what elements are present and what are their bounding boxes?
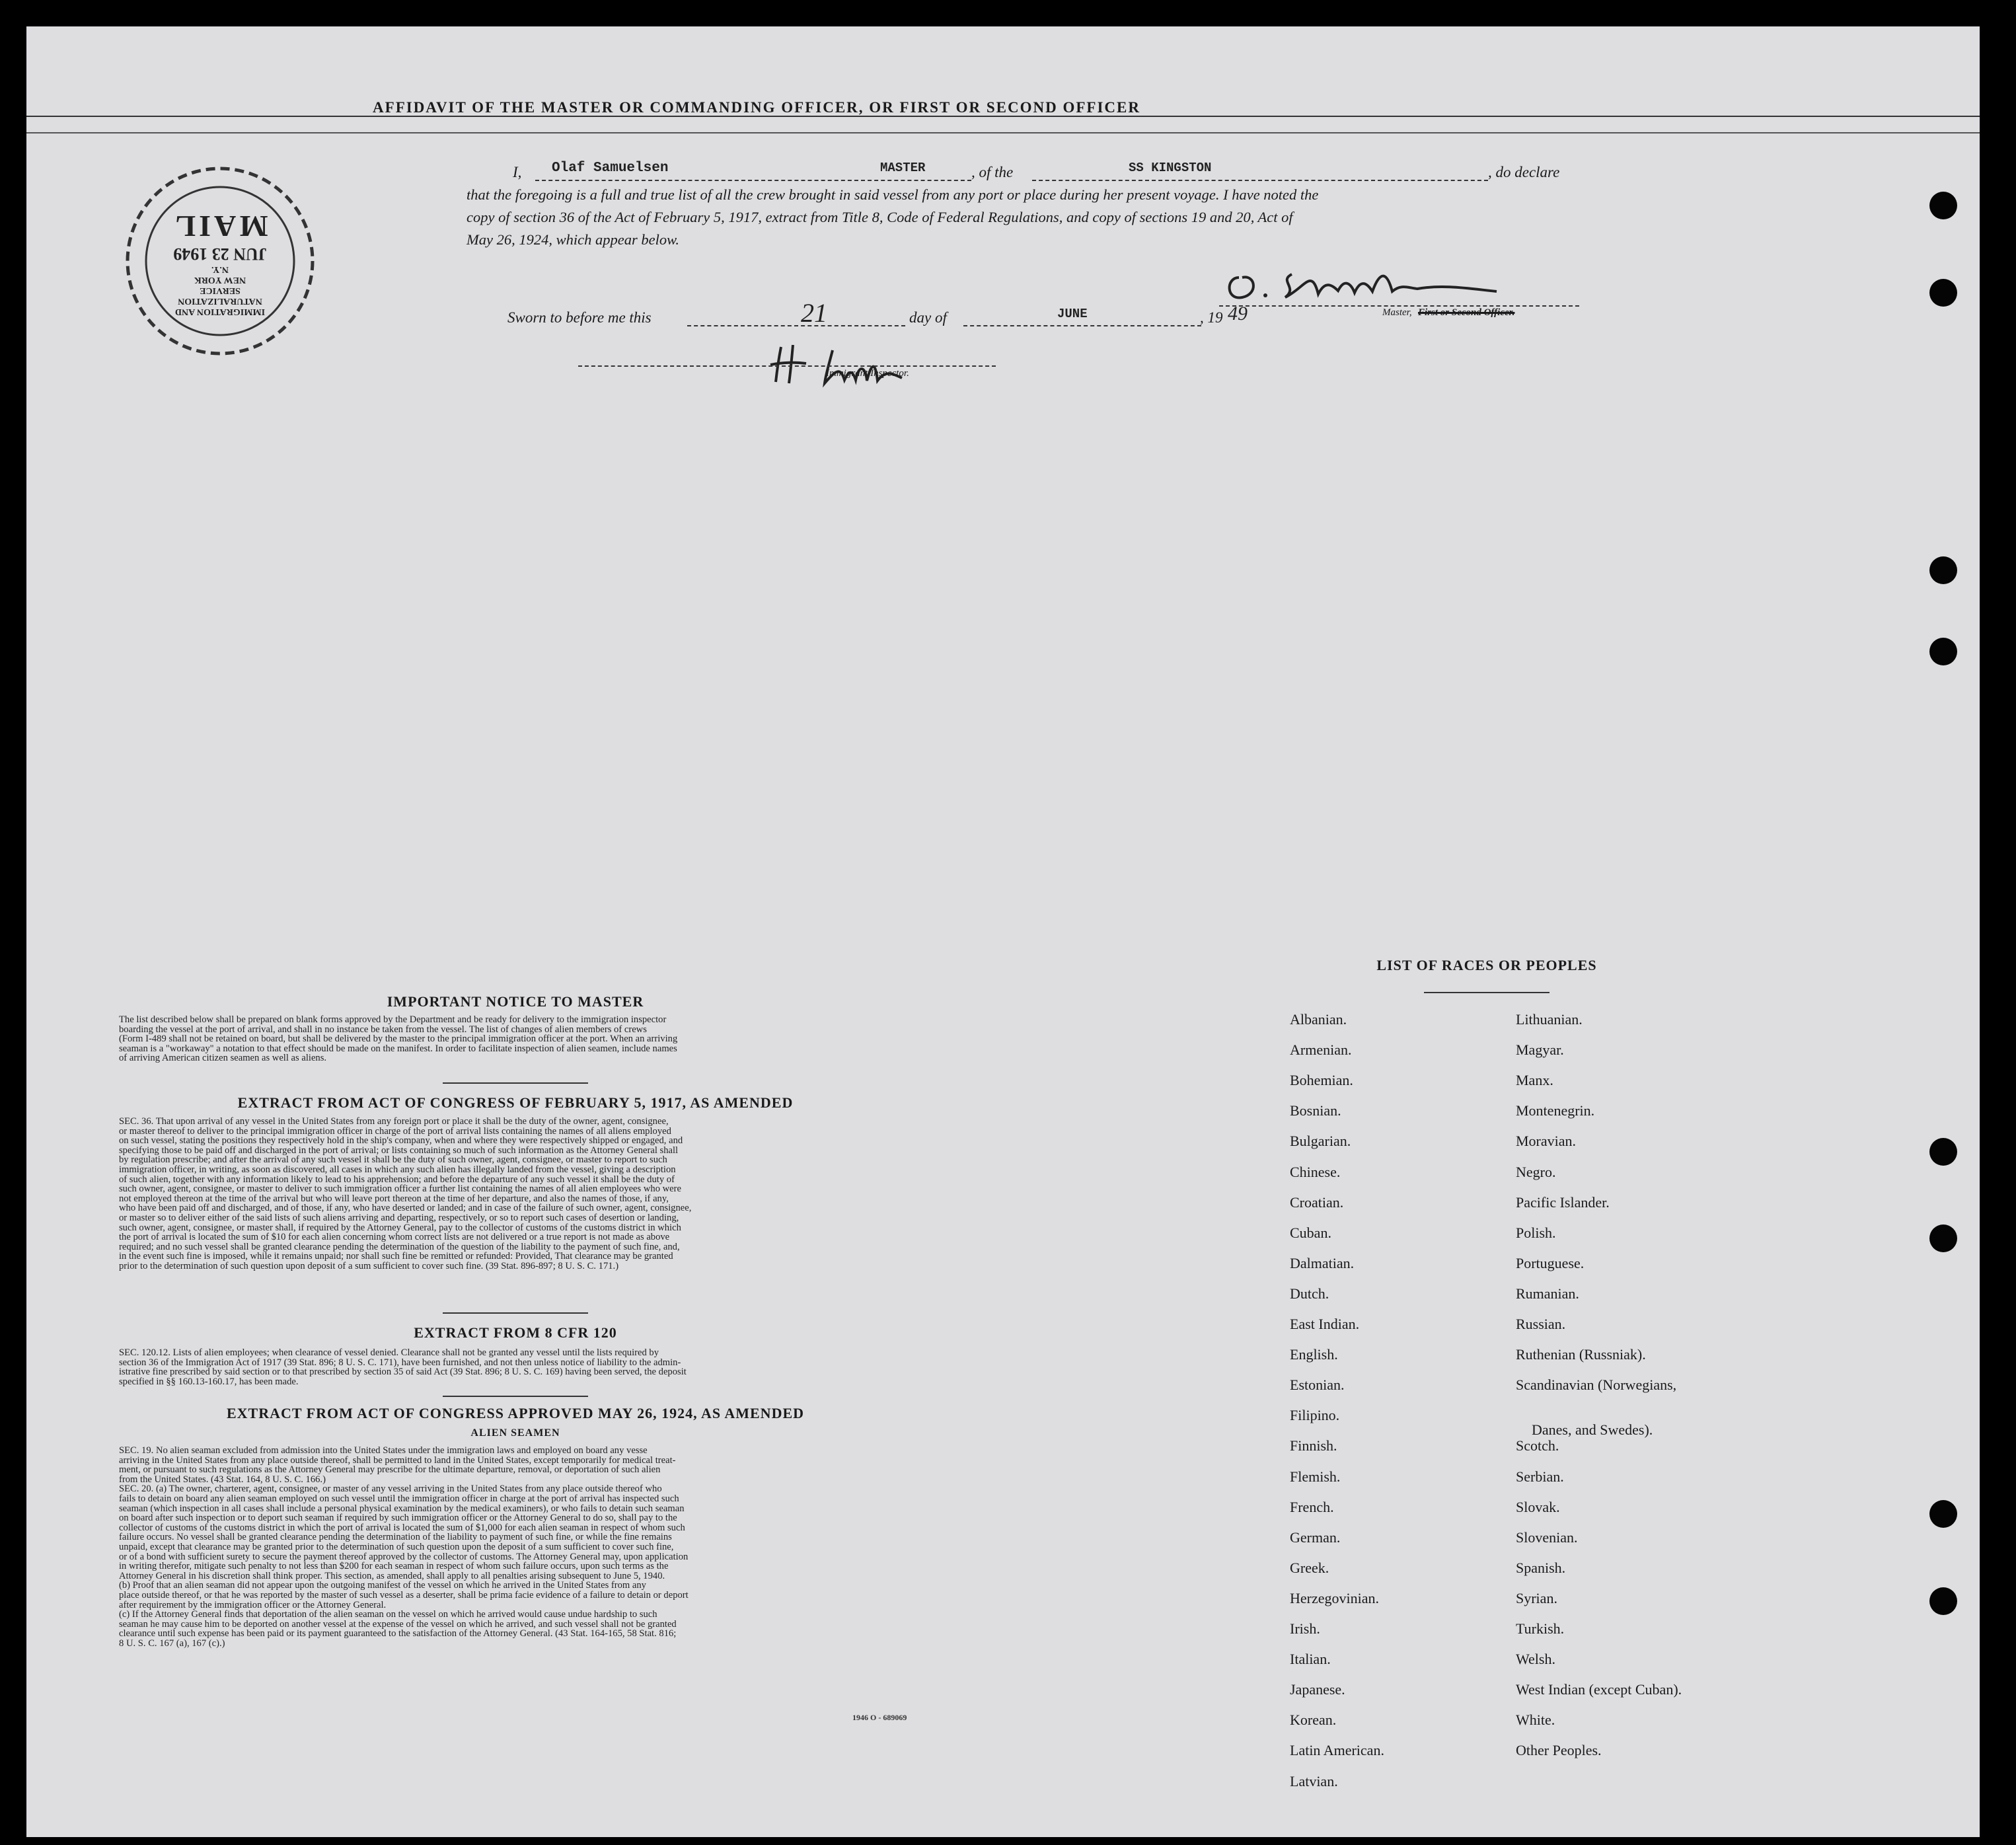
race-item: Latin American. xyxy=(1290,1742,1384,1758)
day-of-label: day of xyxy=(909,309,947,326)
race-item: Turkish. xyxy=(1516,1620,1565,1637)
sworn-year: 49 xyxy=(1228,303,1248,324)
notice-text: The list described below shall be prepared on blank forms approved by the Department and be ready for delivery to the immigration inspector boarding the vessel at the port of arrival, and shall in no instance be taken from the vessel. The list of changes of alien members of crews (Form I-489 shall not be retained on board, but shall be delivered by the master to the principal immigration officer at the port. When an arriving seaman is a "workaway" a notation to that effect should be made on the manifest. In order to facilitate inspection of alien seamen, include names of arriving American citizen seamen as well as aliens. xyxy=(119,1014,678,1064)
race-item: Lithuanian. xyxy=(1516,1011,1583,1028)
master-rank: MASTER xyxy=(880,161,926,175)
race-item: Chinese. xyxy=(1290,1164,1341,1180)
master-signature xyxy=(1219,248,1523,314)
punch-hole xyxy=(1929,279,1957,307)
document-page xyxy=(26,26,1980,1837)
race-item: Bosnian. xyxy=(1290,1102,1341,1119)
master-name: Olaf Samuelsen xyxy=(552,161,669,176)
race-item: Bohemian. xyxy=(1290,1072,1353,1088)
race-item: Pacific Islander. xyxy=(1516,1194,1610,1211)
race-item: French. xyxy=(1290,1499,1334,1515)
race-item: Slovenian. xyxy=(1516,1529,1578,1546)
race-item: Albanian. xyxy=(1290,1011,1347,1028)
race-item: Manx. xyxy=(1516,1072,1553,1088)
struck-caption: First or Second Officer. xyxy=(1418,307,1515,318)
affidavit-i-label: I, xyxy=(513,164,522,180)
race-item: Croatian. xyxy=(1290,1194,1344,1211)
extract-1917-title: EXTRACT FROM ACT OF CONGRESS OF FEBRUARY 5, 1917, AS AMENDED xyxy=(237,1094,794,1111)
race-item: Bulgarian. xyxy=(1290,1133,1351,1149)
race-item: Herzegovinian. xyxy=(1290,1590,1379,1606)
races-title: LIST OF RACES OR PEOPLES xyxy=(1376,957,1597,973)
race-item: Scotch. xyxy=(1516,1437,1559,1454)
race-item: Italian. xyxy=(1290,1651,1331,1667)
race-item: Ruthenian (Russniak). xyxy=(1516,1346,1646,1363)
punch-hole xyxy=(1929,1224,1957,1252)
race-item: Latvian. xyxy=(1290,1773,1338,1789)
race-item: Montenegrin. xyxy=(1516,1102,1595,1119)
extract-1917-rule xyxy=(443,1312,588,1314)
sworn-day: 21 xyxy=(801,298,827,328)
race-item: English. xyxy=(1290,1346,1338,1363)
master-caption: Master, xyxy=(1382,307,1412,318)
sworn-month: JUNE xyxy=(1057,307,1088,321)
race-item: Rumanian. xyxy=(1516,1285,1579,1302)
punch-hole xyxy=(1929,192,1957,219)
extract-1924-title: EXTRACT FROM ACT OF CONGRESS APPROVED MAY 26, 1924, AS AMENDED xyxy=(226,1405,805,1421)
inspector-line xyxy=(578,365,996,367)
month-blank xyxy=(963,325,1201,326)
race-item: Polish. xyxy=(1516,1224,1556,1241)
race-item: East Indian. xyxy=(1290,1316,1360,1332)
inspector-caption: Immigrant Inspector. xyxy=(826,368,909,379)
extract-1924-subtitle: ALIEN SEAMEN xyxy=(470,1427,560,1439)
day-blank xyxy=(687,325,905,326)
stamp-line3: IMMIGRATION AND xyxy=(174,307,266,317)
stamp-line5: SERVICE xyxy=(200,285,241,295)
race-item: Estonian. xyxy=(1290,1376,1345,1393)
name-blank xyxy=(535,180,971,181)
race-item: Syrian. xyxy=(1516,1590,1557,1606)
notice-rule xyxy=(443,1082,588,1084)
race-item: Dutch. xyxy=(1290,1285,1329,1302)
race-item: Moravian. xyxy=(1516,1133,1577,1149)
race-item: Spanish. xyxy=(1516,1560,1566,1576)
punch-hole xyxy=(1929,1500,1957,1528)
race-item: White. xyxy=(1516,1712,1555,1728)
sworn-label: Sworn to before me this xyxy=(507,309,652,326)
affidavit-title: AFFIDAVIT OF THE MASTER OR COMMANDING OFFICER, OR FIRST OR SECOND OFFICER xyxy=(373,99,1140,116)
extract-cfr-rule xyxy=(443,1396,588,1397)
race-item: Flemish. xyxy=(1290,1468,1341,1485)
race-item: Japanese. xyxy=(1290,1681,1345,1698)
race-item: Welsh. xyxy=(1516,1651,1555,1667)
stamp-line4: NATURALIZATION xyxy=(178,296,262,306)
affidavit-body-3: May 26, 1924, which appear below. xyxy=(467,231,680,248)
vessel-name: SS KINGSTON xyxy=(1129,161,1212,175)
extract-1924-text: SEC. 19. No alien seaman excluded from admission into the United States under the immigration laws and employed on board any vesse arriving in the United States from any place outside thereof, shall be permitted to land in the United States, except temporarily for medical treat- ment, or pursuant to such regulations as the Attorney General may prescribe for the ultimate departure, removal, or deportation of such alien from the United States. (43 Stat. 164, 8 U. S. C. 166.) SEC. 20. (a) The owner, charterer, agent, consignee, or master of any vessel arriving in the United States from any place outside thereof who fails to detain on board any alien seaman employed on such vessel until the immigration officer in charge at the port of arrival has inspected such seaman (which inspection in all cases shall include a personal physical examination by the medical examiners), or who fails to detain such seaman on board after such inspection or to deport such seaman if required by such immigration officer or the Attorney General to do so, shall pay to the collector of customs of the customs district in which the port of arrival is located the sum of $1,000 for each alien seaman in respect of whom such failure occurs. No vessel shall be granted clearance pending the determination of the liability to payment of such fine, or while the fine remains unpaid, except that clearance may be granted prior to the determination of such question upon the deposit of a sum sufficient to cover such fine, or of a bond with sufficient surety to secure the payment thereof approved by the collector of customs. The Attorney General may, upon application in writing therefor, mitigate such penalty to not less than $200 for each seaman in respect of whom such failure occurs, upon such terms as the Attorney General in his discretion shall think proper. This section, as amended, shall apply to all penalties arising subsequent to June 5, 1940. (b) Proof that an alien seaman did not appear upon the outgoing manifest of the vessel on which he arrived in the United States from any place outside thereof, or that he was reported by the master of such vessel as a deserter, shall be prima facie evidence of a failure to detain or deport after requirement by the immigration officer or the Attorney General. (c) If the Attorney General finds that deportation of the alien seaman on the vessel on which he arrived would cause undue hardship to such seaman he may cause him to be deported on another vessel at the expense of the vessel on which he arrived, and such vessel shall not be granted clearance until such expense has been paid or its payment guaranteed to the satisfaction of the Attorney General. (43 Stat. 164-165, 58 Stat. 816; 8 U. S. C. 167 (a), 167 (c).) xyxy=(119,1445,689,1649)
extract-1917-text: SEC. 36. That upon arrival of any vessel in the United States from any foreign port or place it shall be the duty of the owner, agent, consignee, or master thereof to deliver to the principal immigration officer in charge of the port of arrival lists containing the names of all aliens employed on such vessel, stating the positions they respectively hold in the ship's company, when and where they were respectively shipped or engaged, and specifying those to be paid off and discharged in the port of arrival; or lists containing so much of such information as the Attorney General shall by regulation prescribe; and after the arrival of any such vessel it shall be the duty of such owner, agent, consignee, or master to report to such immigration officer, in writing, as soon as discovered, all cases in which any such alien has illegally landed from the vessel, giving a description of such alien, together with any information likely to lead to his apprehension; and before the departure of any such vessel it shall be the duty of such owner, agent, consignee, or master to deliver to such immigration officer a further list containing the names of all alien employees who were not employed thereon at the time of the arrival but who will leave port thereon at the time of her departure, and also the names of those, if any, who have been paid off and discharged, and of those, if any, who have deserted or landed; and in case of the failure of such owner, agent, consignee, or master so to deliver either of the said lists of such aliens arriving and departing, respectively, or so to report such cases of desertion or landing, such owner, agent, consignee, or master shall, if required by the Attorney General, pay to the collector of customs of the customs district in which the port of arrival is located the sum of $10 for each alien concerning whom correct lists are not delivered or a true report is not made as above required; and no such vessel shall be granted clearance pending the determination of the question of the liability to the payment of such fine, and, in the event such fine is imposed, while it remains unpaid; nor shall such fine be remitted or refunded: Provided, That clearance may be granted prior to the determination of such question upon deposit of a sum sufficient to cover such fine. (39 Stat. 896-897; 8 U. S. C. 171.) xyxy=(119,1116,692,1271)
race-item: West Indian (except Cuban). xyxy=(1516,1681,1682,1698)
race-item: Scandinavian (Norwegians, xyxy=(1516,1376,1677,1393)
race-item: Dalmatian. xyxy=(1290,1255,1355,1271)
stamp-line6: NEW YORK xyxy=(194,275,246,285)
race-item: Korean. xyxy=(1290,1712,1337,1728)
stamp-date: JUN 23 1949 xyxy=(173,245,267,264)
mail-stamp xyxy=(121,162,319,360)
race-item: German. xyxy=(1290,1529,1341,1546)
punch-hole xyxy=(1929,638,1957,665)
extract-cfr-title: EXTRACT FROM 8 CFR 120 xyxy=(414,1324,617,1341)
stamp-mail: MAIL xyxy=(172,209,268,243)
inspector-signature xyxy=(766,337,978,390)
race-item: Portuguese. xyxy=(1516,1255,1585,1271)
top-rule-2 xyxy=(26,132,1980,133)
extract-cfr-text: SEC. 120.12. Lists of alien employees; when clearance of vessel denied. Clearance shall not be granted any vessel until the lists required by section 36 of the Immigration Act of 1917 (39 Stat. 896; 8 U. S. C. 171), have been furnished, and not then unless notice of liability to the admin- istrative fine prescribed by said section or to that prescribed by section 35 of said Act (39 Stat. 896; 8 U. S. C. 169) having been served, the deposit specified in §§ 160.13-160.17, has been made. xyxy=(119,1347,687,1387)
punch-hole xyxy=(1929,1138,1957,1166)
race-item: Armenian. xyxy=(1290,1041,1352,1058)
do-declare-label: , do declare xyxy=(1488,164,1560,180)
race-item: Irish. xyxy=(1290,1620,1320,1637)
vessel-blank xyxy=(1032,180,1488,181)
of-the-label: , of the xyxy=(971,164,1014,180)
race-item: Slovak. xyxy=(1516,1499,1560,1515)
race-item: Cuban. xyxy=(1290,1224,1331,1241)
race-item: Magyar. xyxy=(1516,1041,1564,1058)
races-rule xyxy=(1424,992,1549,993)
race-item: Greek. xyxy=(1290,1560,1329,1576)
race-item: Filipino. xyxy=(1290,1407,1340,1423)
affidavit-body-2: copy of section 36 of the Act of February 5, 1917, extract from Title 8, Code of Federal Regulations, and copy of sections 19 and 20, Act of xyxy=(467,209,1293,225)
punch-hole xyxy=(1929,1587,1957,1615)
master-signature-line xyxy=(1219,305,1579,307)
year-prefix: , 19 xyxy=(1200,309,1223,326)
race-item: Other Peoples. xyxy=(1516,1742,1602,1758)
stamp-line7: N.Y. xyxy=(211,264,229,274)
race-item: Russian. xyxy=(1516,1316,1566,1332)
notice-title: IMPORTANT NOTICE TO MASTER xyxy=(387,993,644,1010)
print-code: 1946 O - 689069 xyxy=(852,1713,907,1722)
race-item: Finnish. xyxy=(1290,1437,1337,1454)
race-item: Negro. xyxy=(1516,1164,1556,1180)
race-item: Danes, and Swedes). xyxy=(1532,1421,1653,1438)
punch-hole xyxy=(1929,556,1957,584)
affidavit-body-1: that the foregoing is a full and true list of all the crew brought in said vessel from any port or place during her present voyage. I have noted the xyxy=(467,186,1319,203)
race-item: Serbian. xyxy=(1516,1468,1564,1485)
